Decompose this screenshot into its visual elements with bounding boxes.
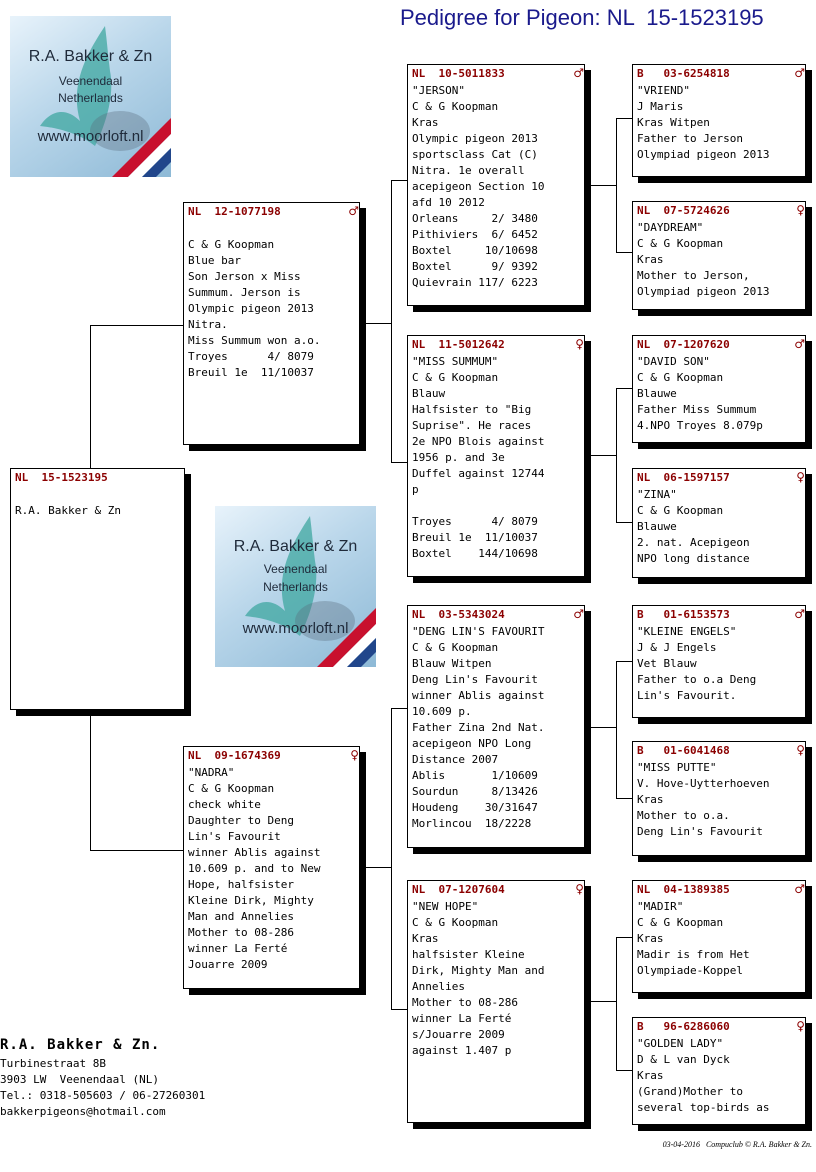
male-icon: ♂: [794, 337, 805, 351]
pigeon-info-line: Daughter to Deng: [188, 814, 294, 827]
connector: [616, 1070, 632, 1071]
pigeon-info-line: Olympiad pigeon 2013: [637, 285, 770, 298]
female-icon: ♀: [350, 748, 359, 762]
connector: [90, 325, 183, 326]
pigeon-info-line: Kras: [637, 793, 664, 806]
pigeon-card-sire-sire[interactable]: [407, 64, 585, 306]
connector: [585, 455, 617, 456]
pigeon-info-line: Blauwe: [637, 387, 677, 400]
flag-stripe: [10, 16, 171, 177]
pigeon-info-line: C & G Koopman: [637, 916, 724, 929]
pigeon-card-dss[interactable]: [632, 605, 806, 718]
pigeon-info-line: Father Miss Summum: [637, 403, 757, 416]
pigeon-info-line: [188, 221, 355, 237]
pigeon-info-line: Boxtel 144/10698: [412, 547, 538, 560]
pigeon-info-line: Vet Blauw: [637, 657, 697, 670]
pigeon-card-ddd[interactable]: [632, 1017, 806, 1125]
pigeon-info-line: Kras: [637, 1069, 664, 1082]
pigeon-info-line: C & G Koopman: [412, 100, 499, 113]
logo-top: [10, 16, 171, 177]
flag-stripe: [215, 506, 376, 667]
pigeon-info-line: Duffel against 12744: [412, 467, 545, 480]
page-title: Pedigree for Pigeon: NL 15-1523195: [400, 5, 764, 30]
pigeon-info-line: Blue bar: [188, 254, 241, 267]
connector: [616, 937, 617, 1071]
pigeon-info-line: winner Ablis against: [412, 689, 545, 702]
pigeon-info-line: winner Ablis against: [188, 846, 321, 859]
ring-number: NL 03-5343024: [412, 608, 505, 621]
connector: [616, 522, 632, 523]
pigeon-info-line: "MADIR": [637, 900, 684, 913]
pigeon-info-line: Morlincou 18/2228: [412, 817, 532, 830]
pigeon-card-sire-dam[interactable]: [407, 335, 585, 577]
pigeon-info-line: Jouarre 2009: [188, 958, 268, 971]
ring-number: B 96-6286060: [637, 1020, 730, 1033]
pigeon-card-sdd[interactable]: [632, 468, 806, 578]
connector: [585, 185, 617, 186]
pigeon-info-line: C & G Koopman: [637, 237, 724, 250]
connector: [616, 798, 632, 799]
ring-number: B 01-6041468: [637, 744, 730, 757]
pigeon-info-line: "DENG LIN'S FAVOURIT: [412, 625, 545, 638]
ring-number: NL 11-5012642: [412, 338, 505, 351]
pigeon-info-line: "VRIEND": [637, 84, 690, 97]
connector: [90, 710, 91, 851]
pigeon-info-line: 2. nat. Acepigeon: [637, 536, 750, 549]
connector: [616, 252, 632, 253]
pigeon-info-line: acepigeon Section 10: [412, 180, 545, 193]
male-icon: ♂: [573, 607, 584, 621]
owner-email[interactable]: bakkerpigeons@hotmail.com: [0, 1105, 166, 1118]
pigeon-info-line: C & G Koopman: [412, 916, 499, 929]
pigeon-info-line: halfsister Kleine: [412, 948, 525, 961]
pigeon-card-sire[interactable]: [183, 202, 360, 445]
pigeon-info-line: C & G Koopman: [412, 641, 499, 654]
connector: [90, 850, 183, 851]
pigeon-info-line: Kras Witpen: [637, 116, 710, 129]
pigeon-info-line: "MISS SUMMUM": [412, 355, 499, 368]
pigeon-info-line: against 1.407 p: [412, 1044, 512, 1057]
pigeon-card-subject[interactable]: [10, 468, 185, 710]
pigeon-info-line: R.A. Bakker & Zn: [15, 504, 121, 517]
pigeon-info-line: C & G Koopman: [412, 371, 499, 384]
pigeon-card-ssd[interactable]: [632, 201, 806, 310]
pigeon-info-line: several top-birds as: [637, 1101, 770, 1114]
pigeon-info-line: Troyes 4/ 8079: [188, 350, 314, 363]
pigeon-info-line: p: [412, 483, 419, 496]
pigeon-card-sss[interactable]: [632, 64, 806, 177]
ring-number: B 01-6153573: [637, 608, 730, 621]
pigeon-info-line: Houdeng 30/31647: [412, 801, 538, 814]
ring-number: NL 06-1597157: [637, 471, 730, 484]
pigeon-info-line: "NADRA": [188, 766, 235, 779]
connector: [391, 462, 407, 463]
pigeon-info-line: Breuil 1e 11/10037: [188, 366, 314, 379]
pigeon-info-line: Pithiviers 6/ 6452: [412, 228, 538, 241]
connector: [616, 937, 632, 938]
pigeon-info-line: Boxtel 9/ 9392: [412, 260, 538, 273]
pigeon-info-line: Mother to 08-286: [188, 926, 294, 939]
pigeon-info-line: Olympic pigeon 2013: [188, 302, 314, 315]
pigeon-info-line: Sourdun 8/13426: [412, 785, 538, 798]
pigeon-info-line: Dirk, Mighty Man and: [412, 964, 545, 977]
male-icon: ♂: [794, 66, 805, 80]
pigeon-info-line: (Grand)Mother to: [637, 1085, 743, 1098]
owner-address-city: 3903 LW Veenendaal (NL): [0, 1073, 159, 1086]
ring-number: NL 07-1207620: [637, 338, 730, 351]
logo-url: www.moorloft.nl: [242, 620, 349, 637]
connector: [616, 388, 617, 523]
pigeon-info-line: Father Zina 2nd Nat.: [412, 721, 545, 734]
pigeon-info-line: Miss Summum won a.o.: [188, 334, 321, 347]
pigeon-info-line: C & G Koopman: [188, 782, 275, 795]
pigeon-info-line: Annelies: [412, 980, 465, 993]
logo-name: R.A. Bakker & Zn: [233, 538, 358, 555]
pigeon-info-line: [412, 498, 580, 514]
pigeon-info-line: "KLEINE ENGELS": [637, 625, 737, 638]
pigeon-info-line: Madir is from Het: [637, 948, 750, 961]
ring-number: NL 15-1523195: [15, 471, 108, 484]
pigeon-info-line: acepigeon NPO Long: [412, 737, 532, 750]
pigeon-info-line: C & G Koopman: [637, 504, 724, 517]
pigeon-info-line: Kras: [637, 253, 664, 266]
pigeon-info-line: Nitra.: [188, 318, 228, 331]
ring-number: B 03-6254818: [637, 67, 730, 80]
male-icon: ♂: [794, 607, 805, 621]
pigeon-info-line: Suprise". He races: [412, 419, 532, 432]
pigeon-info-line: C & G Koopman: [188, 238, 275, 251]
pigeon-info-line: Quievrain 117/ 6223: [412, 276, 538, 289]
pigeon-info-line: s/Jouarre 2009: [412, 1028, 505, 1041]
pigeon-info-line: Orleans 2/ 3480: [412, 212, 538, 225]
pigeon-info-line: "DAVID SON": [637, 355, 710, 368]
footer-credit: 03-04-2016 Compuclub © R.A. Bakker & Zn.: [662, 1140, 812, 1149]
pigeon-info-line: V. Hove-Uytterhoeven: [637, 777, 770, 790]
ring-number: NL 12-1077198: [188, 205, 281, 218]
ring-number: NL 07-1207604: [412, 883, 505, 896]
pigeon-card-sds[interactable]: [632, 335, 806, 443]
connector: [616, 388, 632, 389]
pigeon-card-dds[interactable]: [632, 880, 806, 993]
pigeon-info-line: check white: [188, 798, 261, 811]
female-icon: ♀: [575, 882, 584, 896]
pigeon-info-line: 10.609 p.: [412, 705, 472, 718]
pigeon-info-line: 4.NPO Troyes 8.079p: [637, 419, 763, 432]
pigeon-info-line: Distance 2007: [412, 753, 499, 766]
pigeon-info-line: Deng Lin's Favourit: [637, 825, 763, 838]
pigeon-info-line: Blauw: [412, 387, 446, 400]
pigeon-info-line: "MISS PUTTE": [637, 761, 717, 774]
pigeon-info-line: "JERSON": [412, 84, 465, 97]
female-icon: ♀: [796, 743, 805, 757]
pigeon-info-line: Blauw Witpen: [412, 657, 492, 670]
female-icon: ♀: [796, 470, 805, 484]
connector: [585, 1001, 617, 1002]
connector: [585, 727, 617, 728]
connector: [391, 1009, 407, 1010]
logo-url: www.moorloft.nl: [37, 128, 144, 145]
pigeon-info-line: 1956 p. and 3e: [412, 451, 505, 464]
pigeon-card-dam[interactable]: [183, 746, 360, 989]
owner-name: R.A. Bakker & Zn.: [0, 1037, 161, 1053]
male-icon: ♂: [573, 66, 584, 80]
pigeon-info-line: J & J Engels: [637, 641, 717, 654]
pigeon-info-line: Blauwe: [637, 520, 677, 533]
pigeon-info-line: Son Jerson x Miss: [188, 270, 301, 283]
connector: [616, 118, 617, 253]
connector: [360, 323, 392, 324]
female-icon: ♀: [796, 203, 805, 217]
owner-address-street: Turbinestraat 8B: [0, 1057, 106, 1070]
pigeon-info-line: J Maris: [637, 100, 684, 113]
pigeon-info-line: 10.609 p. and to New: [188, 862, 321, 875]
connector: [391, 180, 407, 181]
connector: [90, 325, 91, 469]
pigeon-info-line: Boxtel 10/10698: [412, 244, 538, 257]
pigeon-info-line: [15, 487, 180, 503]
female-icon: ♀: [575, 337, 584, 351]
logo-name: R.A. Bakker & Zn: [28, 48, 153, 65]
pigeon-info-line: Deng Lin's Favourit: [412, 673, 538, 686]
pigeon-info-line: "NEW HOPE": [412, 900, 479, 913]
female-icon: ♀: [796, 1019, 805, 1033]
pigeon-info-line: D & L van Dyck: [637, 1053, 730, 1066]
logo-city: Veenendaal: [263, 562, 328, 576]
pigeon-info-line: sportsclass Cat (C): [412, 148, 538, 161]
owner-phone: Tel.: 0318-505603 / 06-27260301: [0, 1089, 206, 1102]
logo-country: Netherlands: [58, 91, 123, 105]
ring-number: NL 04-1389385: [637, 883, 730, 896]
pigeon-info-line: Father to o.a Deng: [637, 673, 757, 686]
pigeon-info-line: Kras: [412, 932, 439, 945]
pigeon-info-line: Mother to Jerson,: [637, 269, 750, 282]
pigeon-info-line: Ablis 1/10609: [412, 769, 538, 782]
pigeon-info-line: winner La Ferté: [188, 942, 288, 955]
pigeon-info-line: Kleine Dirk, Mighty: [188, 894, 314, 907]
connector: [616, 661, 617, 799]
connector: [391, 180, 392, 463]
logo-city: Veenendaal: [58, 74, 123, 88]
connector: [360, 867, 392, 868]
pigeon-info-line: C & G Koopman: [637, 371, 724, 384]
ring-number: NL 09-1674369: [188, 749, 281, 762]
male-icon: ♂: [794, 882, 805, 896]
pigeon-info-line: Nitra. 1e overall: [412, 164, 525, 177]
ring-number: NL 07-5724626: [637, 204, 730, 217]
pigeon-info-line: Lin's Favourit: [188, 830, 281, 843]
pigeon-info-line: Hope, halfsister: [188, 878, 294, 891]
pigeon-info-line: Troyes 4/ 8079: [412, 515, 538, 528]
pigeon-info-line: Olympic pigeon 2013: [412, 132, 538, 145]
pigeon-card-dam-dam[interactable]: [407, 880, 585, 1123]
pigeon-info-line: Halfsister to "Big: [412, 403, 532, 416]
male-icon: ♂: [348, 204, 359, 218]
pigeon-card-dsd[interactable]: [632, 741, 806, 856]
pigeon-info-line: Mother to o.a.: [637, 809, 730, 822]
pigeon-card-dam-sire[interactable]: [407, 605, 585, 848]
pigeon-info-line: Olympiade-Koppel: [637, 964, 743, 977]
pigeon-info-line: afd 10 2012: [412, 196, 485, 209]
pigeon-info-line: winner La Ferté: [412, 1012, 512, 1025]
pigeon-info-line: Father to Jerson: [637, 132, 743, 145]
connector: [616, 118, 632, 119]
logo-country: Netherlands: [263, 580, 328, 594]
pigeon-info-line: Breuil 1e 11/10037: [412, 531, 538, 544]
pigeon-info-line: Lin's Favourit.: [637, 689, 737, 702]
pigeon-info-line: "DAYDREAM": [637, 221, 704, 234]
logo-middle: [215, 506, 376, 667]
pigeon-info-line: Kras: [412, 116, 439, 129]
pigeon-info-line: Kras: [637, 932, 664, 945]
pigeon-info-line: Summum. Jerson is: [188, 286, 301, 299]
pigeon-info-line: "ZINA": [637, 488, 677, 501]
connector: [391, 708, 407, 709]
connector: [616, 661, 632, 662]
pigeon-info-line: 2e NPO Blois against: [412, 435, 545, 448]
pigeon-info-line: "GOLDEN LADY": [637, 1037, 724, 1050]
pigeon-info-line: Olympiad pigeon 2013: [637, 148, 770, 161]
owner-block: [0, 1036, 205, 1120]
pigeon-info-line: Man and Annelies: [188, 910, 294, 923]
pigeon-info-line: Mother to 08-286: [412, 996, 518, 1009]
connector: [391, 708, 392, 1010]
pigeon-info-line: NPO long distance: [637, 552, 750, 565]
ring-number: NL 10-5011833: [412, 67, 505, 80]
